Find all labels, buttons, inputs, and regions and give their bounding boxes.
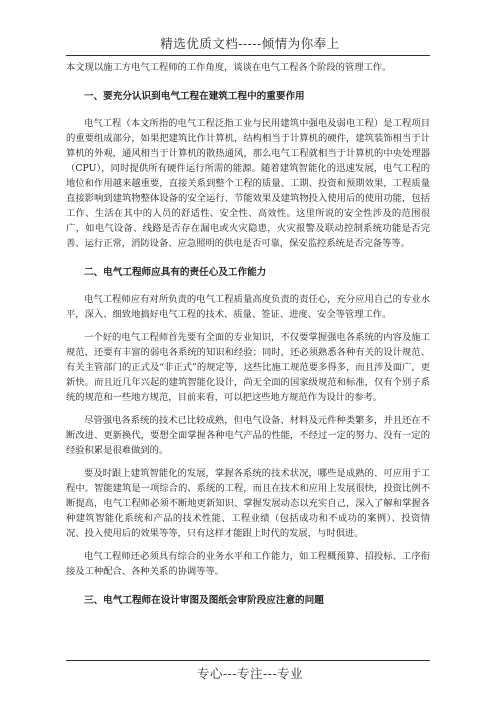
section-2-paragraph-3: 尽管强电各系统的技术已比较成熟，但电气设备、材料及元件种类繁多，并且还在不断改进、更新换代，要想全面掌握各种电气产品的性能，不经过一定的努力、没有一定的经验积累是很难做到的。: [66, 415, 430, 456]
section-1-heading: 一、要充分认识到电气工程在建筑工程中的重要作用: [84, 91, 305, 102]
footer-rule: [66, 660, 430, 661]
page-footer: 专心---专注---专业: [196, 666, 304, 681]
section-2-heading: 二、电气工程师应具有的责任心及工作能力: [84, 267, 267, 278]
section-2-paragraph-1: 电气工程师应有对所负责的电气工程质量高度负责的责任心，充分应用自己的专业水平，深入、细致地搞好电气工程的技术、质量、签证、进度、安全等管理工作。: [66, 294, 430, 320]
intro-paragraph: 本文现以施工方电气工程师的工作角度，谈谈在电气工程各个阶段的管理工作。: [66, 62, 392, 73]
header-rule: [66, 55, 430, 56]
section-3-heading: 三、电气工程师在设计审图及图纸会审阶段应注意的问题: [84, 595, 324, 606]
section-2-paragraph-2: 一个好的电气工程师首先要有全面的专业知识，不仅要掌握强电各系统的内容及施工规范，还要有丰富的弱电各系统的知识和经验；同时，还必须熟悉各种有关的设计规范、有关主管部门的正式及“非正式”的规定等，这些比施工规范要多得多，而且涉及面广，更新快。而且近几年兴起的建筑智能化设计，尚无全面的国家级规范和标准，仅有个别子系统的规范和一些地方规范，目前来看，可以把这些地方规范作为设计的参考。: [66, 332, 430, 403]
page-header: 精选优质文档-----倾情为你奉上: [160, 36, 340, 51]
section-2-paragraph-4: 要及时跟上建筑智能化的发展，掌握各系统的技术状况，哪些是成熟的、可应用于工程中。智能建筑是一项综合的、系统的工程，而且在技术和应用上发展很快，投资比例不断提高，电气工程师必须不断地更新知识、掌握发展动态以充实自己，深入了解和掌握各种建筑智能化系统和产品的技术性能、工程业绩（包括成功和不成功的案例）、投资情况、投入使用后的效果等等，只有这样才能跟上时代的发展，与时俱进。: [66, 468, 430, 539]
document-body: [66, 60, 430, 620]
section-2-paragraph-5: 电气工程师还必须具有综合的业务水平和工作能力，如工程概预算、招投标、工序衔接及工种配合、各种关系的协调等等。: [66, 551, 430, 577]
section-1-paragraph-1: 电气工程（本文所指的电气工程泛指工业与民用建筑中强电及弱电工程）是工程项目的重要组成部分，如果把建筑比作计算机，结构相当于计算机的硬件，建筑装饰相当于计算机的外观，通风相当于计算机的散热通风，那么电气工程就相当于计算机的中央处理器（CPU），同时提供所有硬件运行所需的能源。随着建筑智能化的迅速发展，电气工程的地位和作用越来越重要，直接关系到整个工程的质量、工期、投资和预期效果，工程质量直接影响到建筑物整体设备的安全运行、节能效果及建筑物投入使用后的使用功能，包括工作、生活在其中的人员的舒适性、安全性、高效性。这里所说的安全性涉及的范围很广，如电气设备、线路是否存在漏电或火灾隐患，火灾报警及联动控制系统功能是否完善、运行正常，消防设备、应急照明的供电是否可靠，保安监控系统是否完备等等。: [66, 118, 430, 249]
